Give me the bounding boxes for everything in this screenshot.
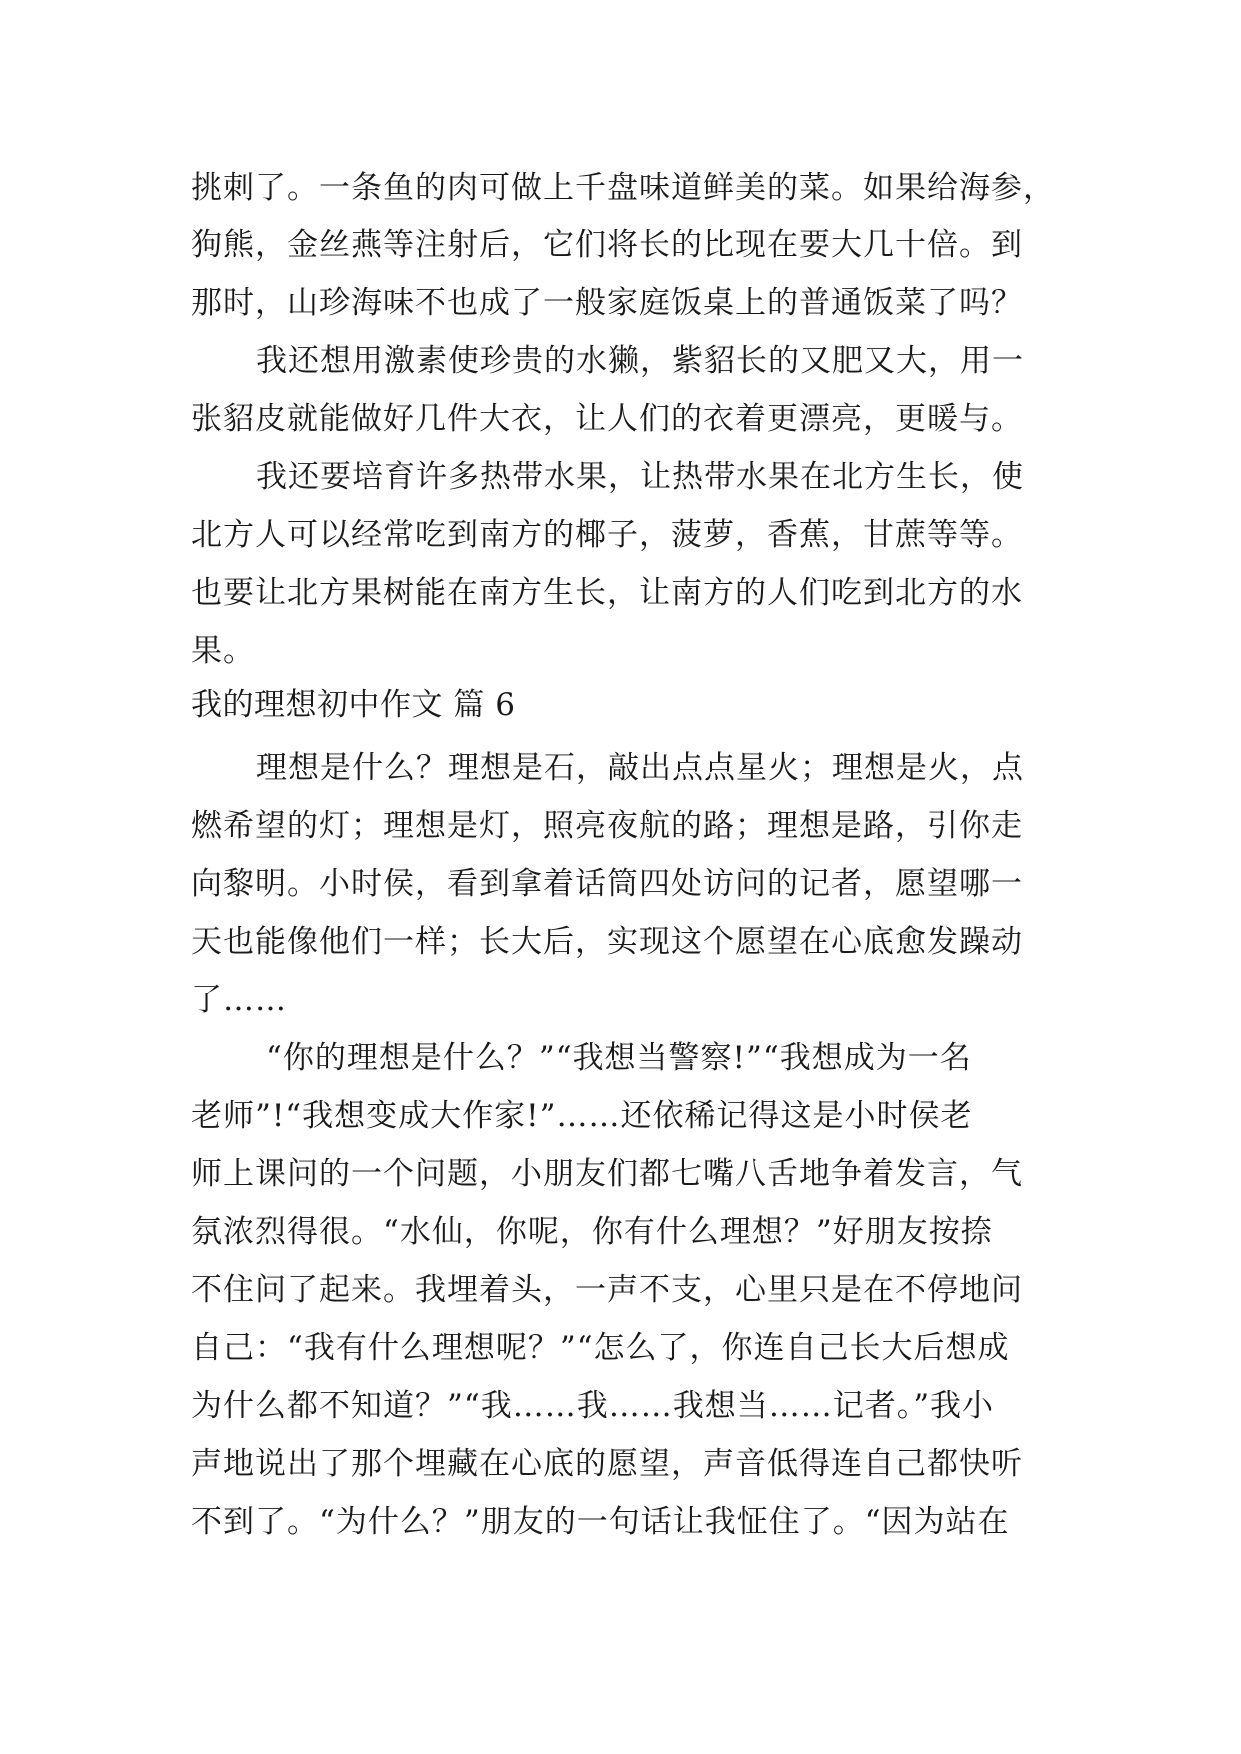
- text-line: 北方人可以经常吃到南方的椰子，菠萝，香蕉，甘蔗等等。: [191, 517, 1023, 553]
- section-heading: 我的理想初中作文 篇 6: [191, 687, 516, 723]
- text-line: 师上课问的一个问题，小朋友们都七嘴八舌地争着发言，气: [191, 1156, 1023, 1192]
- text-line: 老师”!“我想变成大作家!”……还依稀记得这是小时侯老: [191, 1098, 973, 1134]
- text-line: 张貂皮就能做好几件大衣，让人们的衣着更漂亮，更暖与。: [191, 401, 1023, 437]
- paragraph-start-line: “你的理想是什么？”“我想当警察!”“我想成为一名: [266, 1040, 972, 1076]
- text-line: 向黎明。小时侯，看到拿着话筒四处访问的记者，愿望哪一: [191, 866, 1023, 902]
- text-line: 狗熊，金丝燕等注射后，它们将长的比现在要大几十倍。到: [191, 227, 1023, 263]
- text-line: 果。: [191, 633, 255, 669]
- text-line: 为什么都不知道？”“我……我……我想当……记者。”我小: [191, 1388, 995, 1424]
- text-line: 氛浓烈得很。“水仙，你呢，你有什么理想？”好朋友按捺: [191, 1214, 993, 1250]
- text-line: 挑刺了。一条鱼的肉可做上千盘味道鲜美的菜。如果给海参，: [191, 170, 1055, 206]
- text-line: 了……: [191, 982, 287, 1018]
- paragraph-start-line: 我还想用激素使珍贵的水獭，紫貂长的又肥又大，用一: [256, 343, 1024, 379]
- text-line: 燃希望的灯；理想是灯，照亮夜航的路；理想是路，引你走: [191, 808, 1023, 844]
- text-line: 也要让北方果树能在南方生长，让南方的人们吃到北方的水: [191, 575, 1023, 611]
- text-line: 那时，山珍海味不也成了一般家庭饭桌上的普通饭菜了吗？: [191, 285, 1023, 321]
- text-line: 不住问了起来。我埋着头，一声不支，心里只是在不停地问: [191, 1272, 1023, 1308]
- text-line: 声地说出了那个埋藏在心底的愿望，声音低得连自己都快听: [191, 1446, 1023, 1482]
- text-line: 天也能像他们一样；长大后，实现这个愿望在心底愈发躁动: [191, 924, 1023, 960]
- text-line: 不到了。“为什么？”朋友的一句话让我怔住了。“因为站在: [191, 1504, 1010, 1540]
- paragraph-start-line: 理想是什么？理想是石，敲出点点星火；理想是火，点: [256, 750, 1024, 786]
- paragraph-start-line: 我还要培育许多热带水果，让热带水果在北方生长，使: [256, 459, 1024, 495]
- text-line: 自己：“我有什么理想呢？”“怎么了，你连自己长大后想成: [191, 1330, 1010, 1366]
